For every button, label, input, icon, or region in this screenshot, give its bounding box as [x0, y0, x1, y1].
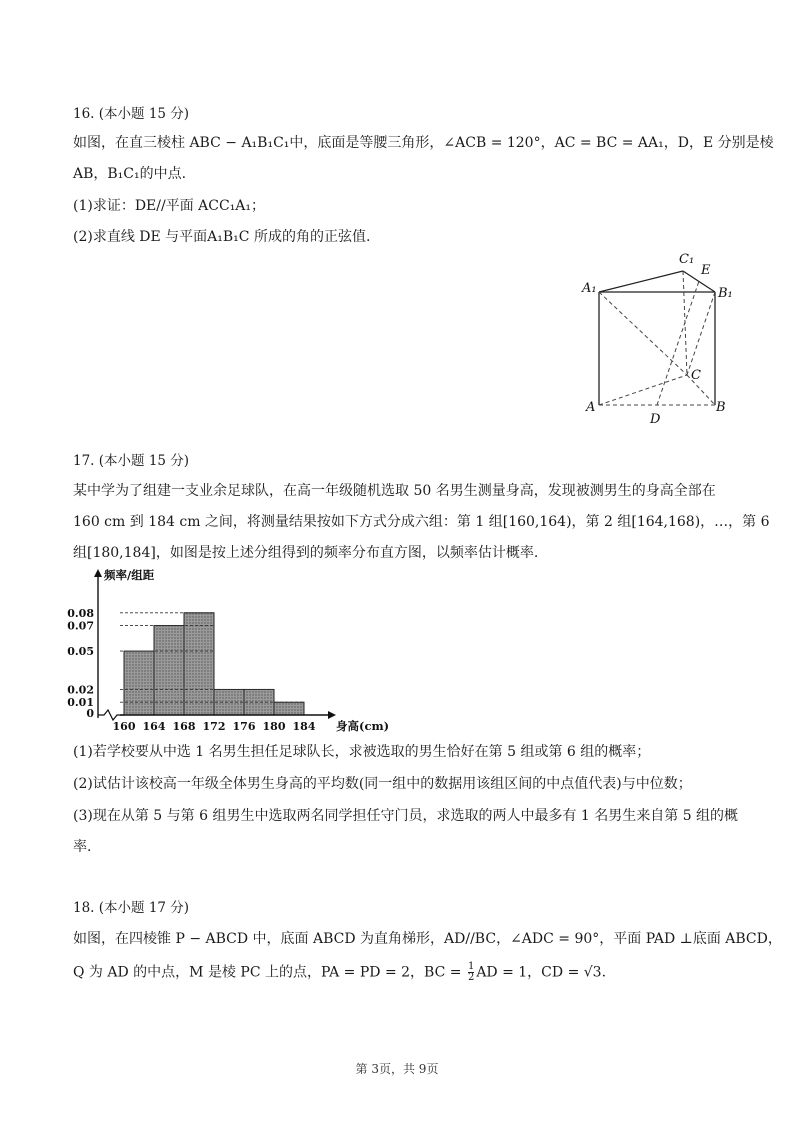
x-tick-label: 164	[142, 720, 166, 733]
histogram-bar	[124, 651, 154, 715]
y-tick-label: 0	[86, 707, 94, 720]
y-axis-arrow	[94, 569, 102, 577]
histogram-bar	[154, 626, 184, 715]
q17-part2: (2)试估计该校高一年级全体男生身高的平均数(同一组中的数据用该组区间的中点值代表)与中位数；	[73, 776, 692, 792]
label-a1: A₁	[582, 281, 597, 296]
q16-part2: (2)求直线 DE 与平面A₁B₁C 所成的角的正弦值.	[73, 229, 371, 245]
y-tick-label: 0.01	[67, 696, 94, 710]
q18-line2-post: AD = 1，CD = √3.	[476, 964, 607, 981]
label-e: E	[701, 263, 711, 278]
label-b1: B₁	[718, 286, 733, 301]
q18-header: 18. (本小题 17 分)	[73, 900, 190, 916]
x-tick-label: 168	[172, 720, 196, 733]
q18-stem-line1: 如图，在四棱锥 P − ABCD 中，底面 ABCD 为直角梯形，AD//BC，∠ADC = 90°，平面 PAD ⊥底面 ABCD，	[73, 931, 782, 947]
label-d: D	[650, 412, 661, 427]
y-tick-label: 0.02	[67, 683, 94, 697]
q17-part3-line2: 率.	[73, 839, 92, 855]
fraction	[468, 962, 474, 983]
y-axis-title: 频率/组距	[104, 568, 155, 582]
y-tick-label: 0.05	[67, 645, 94, 659]
fraction-numerator: 1	[467, 961, 475, 972]
q16-stem-line1: 如图，在直三棱柱 ABC − A₁B₁C₁中，底面是等腰三角形，∠ACB = 120°，AC = BC = AA₁，D，E 分别是棱	[73, 135, 774, 151]
x-tick-label: 176	[232, 720, 256, 733]
page-footer: 第 3页，共 9页	[355, 1062, 439, 1076]
y-tick-label: 0.07	[67, 619, 94, 633]
q17-stem-line1: 某中学为了组建一支业余足球队，在高一年级随机选取 50 名男生测量身高，发现被测男生的身高全部在	[73, 483, 716, 499]
label-c1: C₁	[679, 252, 695, 267]
q17-part1: (1)若学校要从中选 1 名男生担任足球队长，求被选取的男生恰好在第 5 组或第 6 组的概率；	[73, 744, 651, 760]
y-tick-label: 0.08	[67, 606, 94, 620]
label-c: C	[691, 368, 701, 383]
histogram-bar	[214, 689, 244, 715]
q16-part1: (1)求证：DE//平面 ACC₁A₁；	[73, 198, 266, 214]
q17-part3-line1: (3)现在从第 5 与第 6 组男生中选取两名同学担任守门员，求选取的两人中最多有 1 名男生来自第 5 组的概	[73, 808, 739, 824]
segment-a1c	[599, 292, 687, 375]
edge-a1c1	[599, 271, 683, 292]
x-tick-label: 172	[202, 720, 226, 733]
x-tick-label: 160	[112, 720, 136, 733]
q17-stem-line2: 160 cm 到 184 cm 之间，将测量结果按如下方式分成六组：第 1 组[160,164)，第 2 组[164,168)，…，第 6	[73, 514, 770, 530]
label-b: B	[716, 400, 726, 415]
edge-ac	[599, 375, 687, 405]
histogram-bar	[244, 689, 274, 715]
fraction-denominator: 2	[467, 972, 475, 983]
frequency-histogram	[60, 565, 390, 735]
segment-de	[657, 281, 699, 405]
q17-header: 17. (本小题 15 分)	[73, 453, 190, 469]
axis-break	[98, 710, 124, 720]
q18-stem-line2	[73, 962, 733, 983]
q17-stem-line3: 组[180,184]，如图是按上述分组得到的频率分布直方图，以频率估计概率.	[73, 545, 539, 561]
q16-stem-line2: AB，B₁C₁的中点.	[73, 166, 187, 182]
x-axis-title: 身高(cm)	[336, 719, 390, 733]
x-tick-label: 180	[262, 720, 286, 733]
x-axis-arrow	[328, 711, 336, 719]
x-tick-label: 184	[292, 720, 316, 733]
prism-figure	[575, 245, 735, 425]
histogram-bar	[274, 702, 304, 715]
label-a: A	[586, 400, 596, 415]
q16-header: 16. (本小题 15 分)	[73, 106, 190, 122]
q18-line2-pre: Q 为 AD 的中点，M 是棱 PC 上的点，PA = PD = 2，BC =	[73, 964, 466, 981]
histogram-bar	[184, 613, 214, 715]
